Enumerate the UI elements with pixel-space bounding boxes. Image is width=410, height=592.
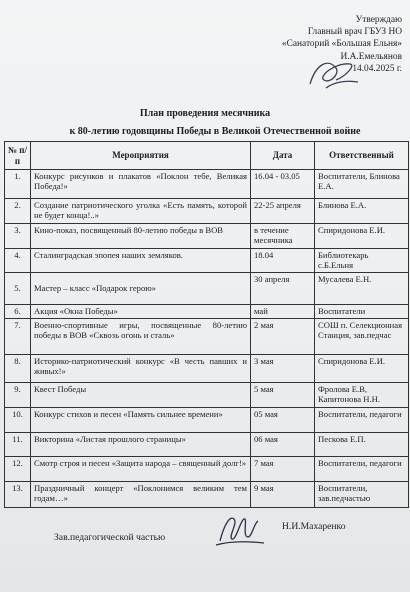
footer-name: Н.И.Махаренко [282, 521, 346, 532]
header-responsible: Ответственный [315, 142, 409, 170]
row-event: Праздничный концерт «Поклонимся великим тем годам…» [31, 481, 251, 507]
approval-position: Главный врач ГБУЗ НО [307, 27, 402, 38]
table-row [5, 318, 409, 354]
table-row [5, 432, 409, 456]
row-responsible: Воспитатели, зав.педчастью [315, 481, 409, 507]
row-date: 2 мая [251, 318, 315, 354]
row-event: Конкурс стихов и песен «Память сильнее времени» [31, 407, 251, 432]
header-event: Мероприятия [31, 142, 251, 170]
row-event: Создание патриотического уголка «Есть память, которой не будет конца!..» [31, 199, 251, 224]
row-num: 1. [5, 170, 31, 199]
row-date: 18.04 [251, 249, 315, 273]
table-row [5, 407, 409, 432]
row-event: Викторина «Листая прошлого страницы» [31, 432, 251, 456]
row-responsible: Воспитатели [315, 304, 409, 318]
row-date: 16.04 - 03.05 [251, 170, 315, 199]
row-date: 7 мая [251, 456, 315, 481]
table-row [5, 249, 409, 273]
header-num: № п/п [5, 142, 31, 170]
row-num: 13. [5, 481, 31, 507]
row-date: 3 мая [251, 354, 315, 382]
approval-heading: Утверждаю [355, 15, 402, 25]
row-event: Смотр строя и песен «Защита народа – священный долг!» [31, 456, 251, 481]
row-date: 9 мая [251, 481, 315, 507]
row-date: в течение месячника [251, 224, 315, 249]
row-responsible: Спиридонова Е.И. [315, 224, 409, 249]
table-row [5, 456, 409, 481]
row-responsible: Мусалева Е.Н. [315, 272, 409, 304]
footer-position: Зав.педагогической частью [54, 532, 166, 543]
row-responsible: Воспитатели, педагоги [315, 456, 409, 481]
row-responsible: Пескова Е.П. [315, 432, 409, 456]
row-num: 11. [5, 432, 31, 456]
row-num: 5. [5, 272, 31, 304]
table-header-row [5, 142, 409, 170]
approval-date: 14.04.2025 г. [352, 63, 402, 74]
row-event: Историко-патриотический конкурс «В честь павших и живых!» [31, 354, 251, 382]
row-date: 05 мая [251, 407, 315, 432]
document-subtitle: к 80-летию годовщины Победы в Великой Отечественной войне [69, 126, 361, 137]
row-event: Квест Победы [31, 382, 251, 407]
approval-name: И.А.Емельянов [340, 51, 402, 62]
row-event: Сталинградская эпопея наших земляков. [31, 249, 251, 273]
row-num: 2. [5, 199, 31, 224]
row-event: Мастер – класс «Подарок герою» [31, 272, 251, 304]
table-row [5, 272, 409, 304]
table-row [5, 382, 409, 407]
row-date: 06 мая [251, 432, 315, 456]
row-responsible: Блинова Е.А. [315, 199, 409, 224]
events-table [4, 141, 409, 508]
table-row [5, 481, 409, 507]
table-row [5, 170, 409, 199]
approval-organization: «Санаторий «Большая Ельня» [281, 39, 402, 50]
deputy-signature [210, 507, 270, 549]
table-row [5, 304, 409, 318]
row-responsible: Воспитатели, Блинова Е.А. [315, 170, 409, 199]
row-num: 3. [5, 224, 31, 249]
header-date: Дата [251, 142, 315, 170]
row-date: 5 мая [251, 382, 315, 407]
row-responsible: Библиотекарь с.Б.Ельня [315, 249, 409, 273]
row-responsible: СОШ п. Селекционная Станция, зав.педчас [315, 318, 409, 354]
row-responsible: Фролова Е.В, Капитонова Н.Н. [315, 382, 409, 407]
row-event: Кино-показ, посвященный 80-летию победы в ВОВ [31, 224, 251, 249]
row-date: май [251, 304, 315, 318]
table-row [5, 354, 409, 382]
row-event: Акция «Окна Победы» [31, 304, 251, 318]
row-num: 7. [5, 318, 31, 354]
row-responsible: Воспитатели, педагоги [315, 407, 409, 432]
row-event: Военно-спортивные игры, посвященные 80-летию победы в ВОВ «Сквозь огонь и сталь» [31, 318, 251, 354]
director-signature [306, 54, 362, 94]
table-row [5, 199, 409, 224]
row-num: 10. [5, 407, 31, 432]
row-date: 22-25 апреля [251, 199, 315, 224]
row-responsible: Спиридонова Е.И. [315, 354, 409, 382]
approval-block [202, 14, 402, 75]
row-num: 12. [5, 456, 31, 481]
table-row [5, 224, 409, 249]
row-num: 9. [5, 382, 31, 407]
row-num: 6. [5, 304, 31, 318]
row-num: 8. [5, 354, 31, 382]
row-date: 30 апреля [251, 272, 315, 304]
row-num: 4. [5, 249, 31, 273]
document-title: План проведения месячника [139, 108, 271, 119]
row-event: Конкурс рисунков и плакатов «Поклон тебе, Великая Победа!» [31, 170, 251, 199]
